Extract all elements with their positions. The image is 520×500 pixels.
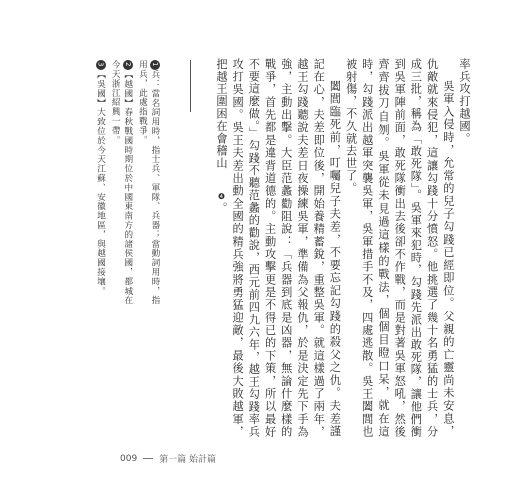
footnote-number-icon: 3 xyxy=(96,60,106,70)
footnote-2 xyxy=(109,60,134,310)
paragraph-3-end: 。 xyxy=(214,202,228,215)
chapter-title: 第一篇 始計篇 xyxy=(159,455,217,465)
footer-divider xyxy=(143,458,153,459)
main-text-column xyxy=(214,58,472,438)
paragraph-2: 吳軍入侵時，允常的兒子勾踐已經即位。父親的亡靈尚未安息，仇敵就來侵犯，這讓勾踐十分憤怒。他挑選了幾十名勇猛的士兵，分成三批，稱為「敢死隊」。吳軍來犯時，勾踐先派出敢死隊，讓他們衝到吳軍陣前面，敢死隊衝出去後卻不作戰，而是對著吳軍怒吼，然後齊齊拔刀自刎。吳軍從未見過這樣的戰法，個個目瞪口呆，就在這時，勾踐派出越軍突襲吳軍，吳軍措手不及，四處逃散。吳王闔閭也被射傷，不久就去世了。 xyxy=(344,58,455,438)
footnote-1 xyxy=(136,60,161,310)
page-number: 009 xyxy=(120,453,138,464)
footnote-number-icon: 2 xyxy=(123,60,133,70)
footnote-text: 【越國】春秋戰國時期位於中國東南方的諸侯國，都城在今天浙江紹興一帶。 xyxy=(110,60,133,305)
footnote-text: 兵：當名詞用時，指士兵、軍隊、兵器；當動詞用時，指用兵，此處指戰爭。 xyxy=(137,60,160,305)
footnote-3 xyxy=(94,60,107,310)
paragraph-3-text: 闔閭臨死前，叮囑兒子夫差，不要忘記勾踐的殺父之仇。夫差謹記在心，夫差即位後，開始養精蓄銳，重整吳軍。就這樣過了兩年，越王勾踐聽說夫差日夜操練吳軍，準備為父報仇，於是決定先下手為強，主動出擊。大臣范蠡勸阻說：「兵器到底是凶器，無論什麼樣的戰爭，首先都是違背道德的。主動攻擊更是不得已的下策，所以最好不要這麼做。」勾踐不聽范蠡的勸說，西元前四九六年，越王勾踐率兵攻打吳國。吳王夫差出動全國的精兵強將勇猛迎敵，最後大敗越軍，把越王圍困在會稽山 xyxy=(214,58,342,438)
footnote-marker: ❹ xyxy=(216,192,226,203)
page-footer xyxy=(120,452,216,465)
paragraph-3 xyxy=(213,58,343,438)
footnote-number-icon: 1 xyxy=(150,60,160,70)
footnotes xyxy=(92,60,161,310)
footnote-divider xyxy=(190,60,191,112)
paragraph-1: 率兵攻打越國。 xyxy=(458,58,471,145)
footnote-text: 【吳國】大致位於今天江蘇、安徽地區，與越國接壤。 xyxy=(95,70,106,296)
